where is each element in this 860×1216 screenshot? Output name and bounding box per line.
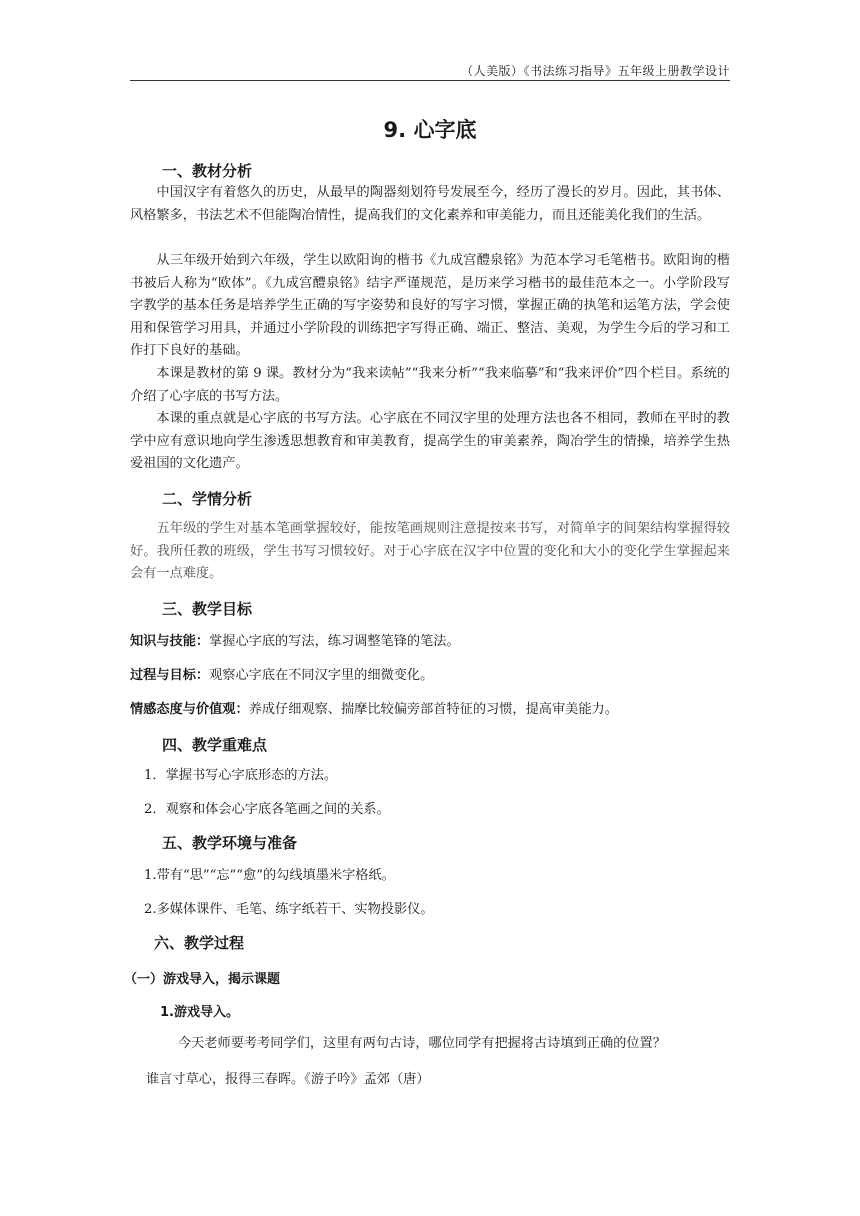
subsection-1: （一）游戏导入，揭示课题 <box>124 972 281 987</box>
section-heading-1: 一、教材分析 <box>162 162 253 180</box>
goal-knowledge-label: 知识与技能： <box>130 634 210 649</box>
poem-line: 谁言寸草心，报得三春晖。《游子吟》孟郊（唐） <box>146 1072 430 1087</box>
section-heading-6: 六、教学过程 <box>154 934 245 952</box>
header-rule <box>130 80 730 81</box>
paragraph-2-1: 五年级的学生对基本笔画掌握较好，能按笔画规则注意提按来书写，对简单字的间架结构掌握得较好。我所任教的班级，学生书写习惯较好。对于心字底在汉字中位置的变化和大小的变化学生掌握起来会有一点难度。 <box>130 521 730 582</box>
section-heading-4: 四、教学重难点 <box>162 736 268 754</box>
paragraph-1-2: 从三年级开始到六年级，学生以欧阳询的楷书《九成宫醴泉铭》为范本学习毛笔楷书。欧阳询的楷书被后人称为“欧体”。《九成宫醴泉铭》结字严谨规范，是历来学习楷书的最佳范本之一。小学阶段写字教学的基本任务是培养学生正确的写字姿势和良好的写字习惯，掌握正确的执笔和运笔方法，学会使用和保管学习用具，并通过小学阶段的训练把字写得正确、端正、整洁、美观，为学生今后的学习和工作打下良好的基础。 <box>130 253 730 359</box>
goal-process-label: 过程与目标： <box>130 668 210 683</box>
paragraph-1-3: 本课是教材的第 9 课。教材分为“我来读帖”“我来分析”“我来临摹”和“我来评价”四个栏目。系统的介绍了心字底的书写方法。 <box>130 366 730 404</box>
paragraph-1-4: 本课的重点就是心字底的书写方法。心字底在不同汉字里的处理方法也各不相同，教师在平时的教学中应有意识地向学生渗透思想教育和审美教育，提高学生的审美素养，陶冶学生的情操，培养学生热爱祖国的文化遗产。 <box>130 411 730 472</box>
goal-process-text: 观察心字底在不同汉字里的细微变化。 <box>209 668 434 683</box>
goal-emotion <box>130 700 618 720</box>
prep-item-1: 1.带有“思”“忘”“愈”的勾线填墨米字格纸。 <box>144 868 395 883</box>
section-heading-2: 二、学情分析 <box>162 490 253 508</box>
goal-emotion-text: 养成仔细观察、揣摩比较偏旁部首特征的习惯，提高审美能力。 <box>248 702 618 717</box>
section-heading-5: 五、教学环境与准备 <box>162 834 298 852</box>
goal-emotion-label: 情感态度与价值观： <box>130 702 249 717</box>
page-header: （人美版）《书法练习指导》五年级上册教学设计 <box>460 64 730 78</box>
process-paragraph-1: 今天老师要考考同学们，这里有两句古诗，哪位同学有把握将古诗填到正确的位置？ <box>178 1036 666 1051</box>
subsection-1-1: 1.游戏导入。 <box>160 1005 239 1020</box>
goal-knowledge-text: 掌握心字底的写法，练习调整笔锋的笔法。 <box>209 634 460 649</box>
section-heading-3: 三、教学目标 <box>162 600 253 618</box>
key-point-2: 2．观察和体会心字底各笔画之间的关系。 <box>144 802 390 817</box>
paragraph-1-1: 中国汉字有着悠久的历史，从最早的陶器刻划符号发展至今，经历了漫长的岁月。因此，其书体、风格繁多，书法艺术不但能陶冶情性，提高我们的文化素养和审美能力，而且还能美化我们的生活。 <box>130 185 730 223</box>
goal-process <box>130 666 433 686</box>
prep-item-2: 2.多媒体课件、毛笔、练字纸若干、实物投影仪。 <box>144 902 434 917</box>
page-title: 9. 心字底 <box>383 118 477 142</box>
key-point-1: 1．掌握书写心字底形态的方法。 <box>144 768 338 783</box>
goal-knowledge <box>130 632 460 652</box>
